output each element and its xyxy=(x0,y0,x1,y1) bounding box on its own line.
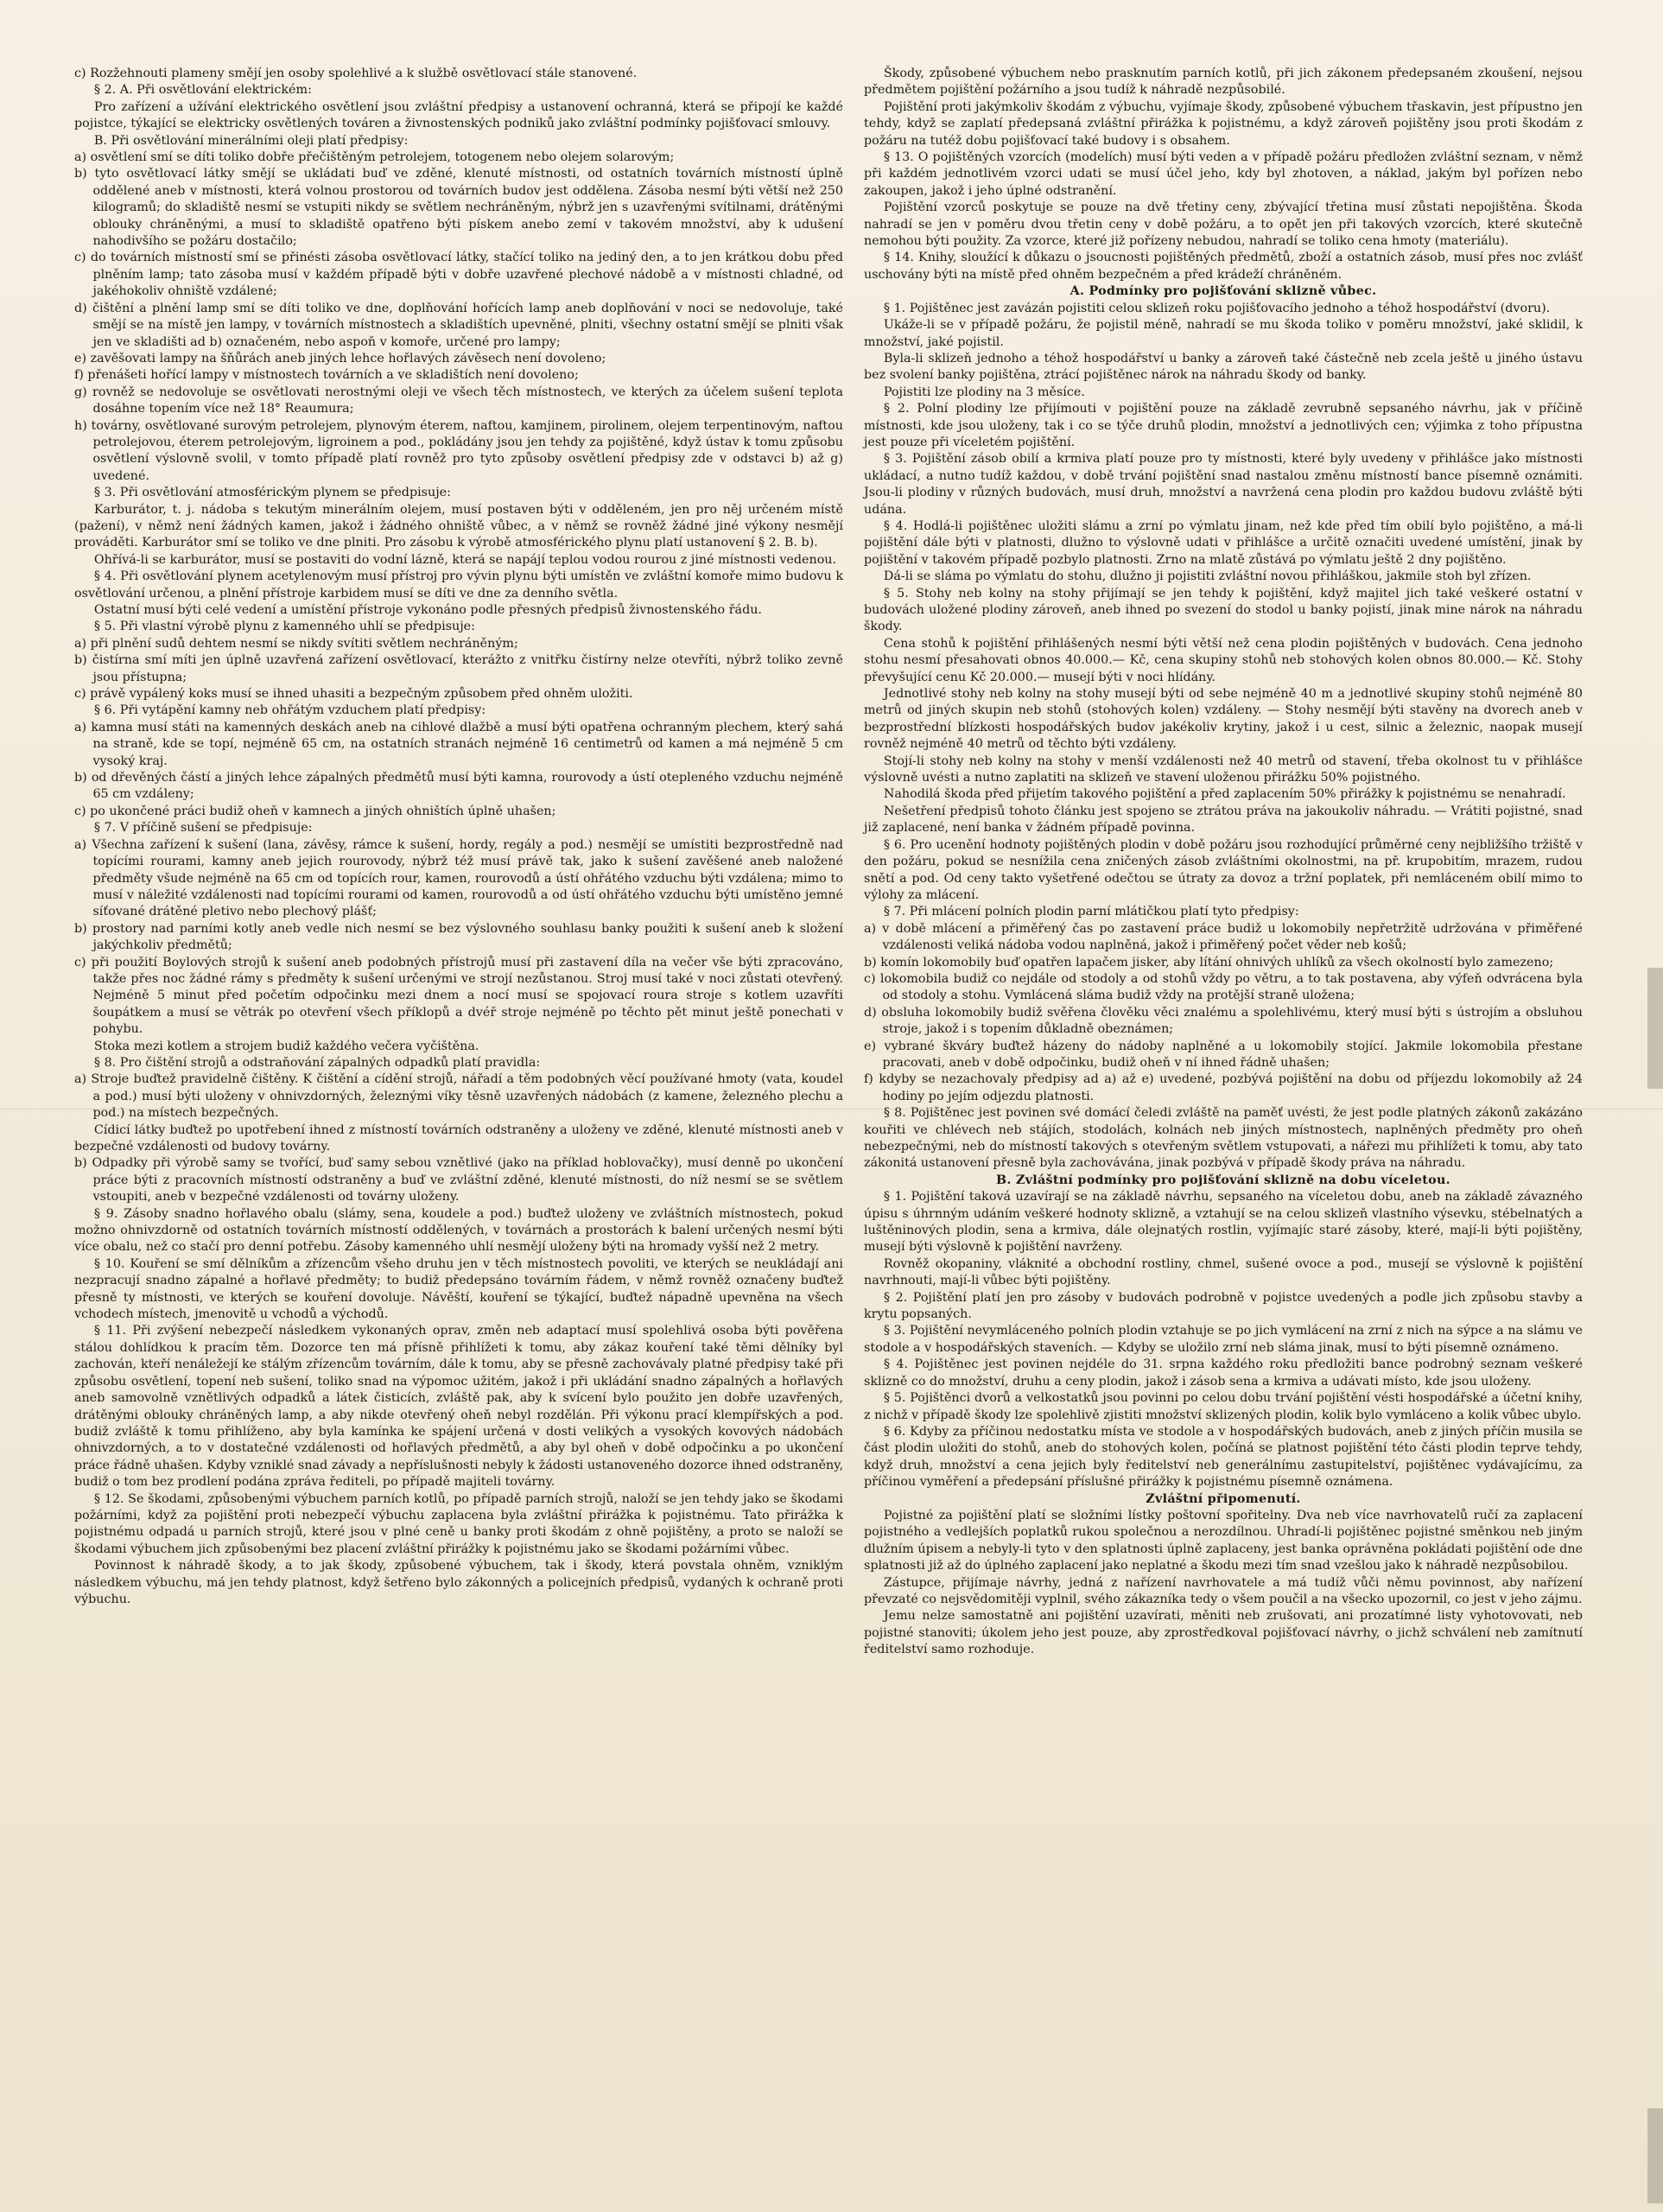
right-paragraph: § 4. Hodlá-li pojištěnec uložiti slámu a zrní po výmlatu jinam, než kde před tím obilí bylo pojištěno, a má-li pojištění dále býti v platnosti, dlužno to výslovně udati v přihlášce a určitě označiti uvedené umístění, jinak by pojištění v takovém případě pozbylo platnosti. Zrno na mlatě zůstává po výmlatu ještě 2 dny pojištěno. xyxy=(864,518,1583,567)
left-paragraph: § 10. Kouření se smí dělníkům a zřízencům všeho druhu jen v těch místnostech povoliti, ve kterých se neukládají ani nezpracují snadno zápalné a hořlavé předměty; to budiž předepsáno továrním řádem, v němž rovněž označeny buďtež přesně ty místnosti, ve kterých se kouření dovoluje. Návěští, kouření se týkající, buďtež nápadně upevněna na všech vchodech místech, jmenovitě u vchodů a východů. xyxy=(74,1256,843,1322)
left-paragraph: § 5. Při vlastní výrobě plynu z kamenného uhlí se předpisuje: xyxy=(93,620,475,634)
right-paragraph: a) v době mlácení a přiměřený čas po zastavení práce budiž u lokomobily nepřetržitě udržována v přiměřené vzdálenosti veliká nádoba vodou naplněná, jakož i přiměřený počet věder neb košů; xyxy=(864,921,1583,953)
right-paragraph: d) obsluha lokomobily budiž svěřena člověku věci znalému a spolehlivému, který musí býti s ústrojím a obsluhou stroje, jakož i s topením důkladně obeznámen; xyxy=(864,1005,1583,1037)
left-paragraph: a) osvětlení smí se díti toliko dobře přečištěným petrolejem, totogenem nebo olejem solarovým; xyxy=(74,150,675,165)
page-edge-shadow xyxy=(1647,2108,1663,2203)
right-paragraph: Pojistiti lze plodiny na 3 měsíce. xyxy=(883,385,1085,399)
right-paragraph: Jemu nelze samostatně ani pojištění uzavírati, měniti neb zrušovati, ani prozatímné listy vyhotovovati, neb pojistné stanoviti; úkolem jeho jest pouze, aby zprostředkoval pojišťovací návrhy, o jichž schválení neb zamítnutí ředitelství samo rozhoduje. xyxy=(864,1609,1583,1657)
left-paragraph: a) Všechna zařízení k sušení (lana, závěsy, rámce k sušení, hordy, regály a pod.) nesmějí se umístiti bezprostředně nad topícími rourami, kamny aneb jejich rourovody, nýbrž též musí právě tak, jako k sušení zavěšené aneb naložené předměty všude nejméně na 65 cm od topících rour, kamen, rourovodů a ústí ohřátého vzduchu býti vzdálena; mimo to musí v náležité vzdálenosti nad topícími rourami od kamen, rourovodů a od ústí ohřátého vzduchu býti umístěno jemné síťované drátěné pletivo nebo plechový plášť; xyxy=(74,837,843,919)
right-paragraph: § 6. Pro ucenění hodnoty pojištěných plodin v době požáru jsou rozhodující průměrné ceny nejbližšího tržiště v den požáru, pokud se nesnížila cena zničených zásob zvláštními okolnostmi, na př. krupobitím, mrazem, rudou snětí a pod. Od ceny takto vyšetřené odečtou se útraty za dovoz a tržní poplatek, při nemláceném obilí mimo to výlohy za mlácení. xyxy=(864,837,1583,902)
left-paragraph: b) Odpadky při výrobě samy se tvořící, buď samy sebou vznětlivé (jako na příklad hoblovačky), musí denně po ukončení práce býti z pracovních místností odstraněny a buď ve zvláštní zděné, klenuté místnosti, do níž nesmí se se světlem vstoupiti, aneb v bezpečné vzdálenosti od továrny uloženy. xyxy=(74,1156,843,1205)
left-paragraph: § 6. Při vytápění kamny neb ohřátým vzduchem platí předpisy: xyxy=(93,703,486,718)
right-paragraph: Škody, způsobené výbuchem nebo prasknutím parních kotlů, při jich zákonem předepsaném zkoušení, nejsou předmětem pojištění požárního a jsou tudíž k náhradě nezpůsobilé. xyxy=(864,67,1583,98)
right-paragraph: Nahodilá škoda před přijetím takového pojištění a před zaplacením 50% přirážky k pojistnému se nenahradí. xyxy=(883,787,1566,802)
right-paragraph: Dá-li se sláma po výmlatu do stohu, dlužno ji pojistiti zvláštní novou přihláškou, jakmile stoh byl zřízen. xyxy=(883,569,1532,584)
right-paragraph: B. Zvláštní podmínky pro pojišťování sklizně na dobu víceletou. xyxy=(996,1173,1450,1187)
right-paragraph: § 4. Pojištěnec jest povinen nejdéle do 31. srpna každého roku předložiti bance podrobný seznam veškeré sklizně co do množství, druhu a ceny plodin, jakož i zásob sena a krmiva a udávati místo, kde jsou uloženy. xyxy=(864,1357,1583,1389)
left-paragraph: c) při použití Boylových strojů k sušení aneb podobných přístrojů musí při zastavení díla na večer vše býti zpracováno, takže přes noc žádné rámy s předměty k sušení určenými ve strojí nezůstanou. Stroj musí také v noci zůstati otevřený. Nejméně 5 minut před početím odpočinku mezi dnem a nocí musí se spojovací roura stroje s kotlem uzavříti šoupátkem a musí se větrák po otevření všech příklopů a dvéř stroje nejméně po těchto pět minut ještě ponechati v pohybu. xyxy=(74,955,843,1037)
left-paragraph: Povinnost k náhradě škody, a to jak škody, způsobené výbuchem, tak i škody, která povstala ohněm, vzniklým následkem výbuchu, má jen tehdy platnost, když šetřeno bylo zákonných a policejních předpisů, vydaných k ochraně proti výbuchu. xyxy=(74,1559,843,1606)
left-paragraph: b) od dřevěných částí a jiných lehce zápalných předmětů musí býti kamna, rourovody a ústí otepleného vzduchu nejméně 65 cm vzdáleny; xyxy=(74,771,843,802)
left-paragraph: § 2. A. Při osvětlování elektrickém: xyxy=(93,83,312,98)
right-paragraph: Pojistné za pojištění platí se složními lístky poštovní spořitelny. Dva neb více navrhovatelů ručí za zaplacení pojistného a vedlejších poplatků rukou společnou a nerozdílnou. Uhradí-li pojištěnec pojistné směnkou neb jiným dlužním úpisem a nebyly-li tyto v den splatnosti úplně zaplaceny, jest banka oprávněna pokládati pojištění ode dne splatnosti již až do úplného zaplacení jako neplatné a škodu mezi tím snad vzešlou jako k náhradě nezpůsobilou. xyxy=(864,1508,1583,1573)
left-paragraph: a) Stroje buďtež pravidelně čištěny. K čištění a cídění strojů, nářadí a těm podobných věcí používané hmoty (vata, koudel a pod.) musí býti uloženy v ohnivzdorných, železnými víky těsně uzavřených nádobách (z kamene, železného plechu a pod.) na místech bezpečných. xyxy=(74,1072,843,1121)
left-paragraph: c) právě vypálený koks musí se ihned uhasiti a bezpečným způsobem před ohněm uložiti. xyxy=(74,687,633,702)
right-paragraph: § 5. Stohy neb kolny na stohy přijímají se jen tehdy k pojištění, když majitel jich také veškeré ostatní v budovách uložené plodiny zároveň, aneb ihned po svezení do stodol u banky pojistí, jinak mine nárok na náhradu škody. xyxy=(864,586,1583,634)
right-paragraph: § 2. Pojištění platí jen pro zásoby v budovách podrobně v pojistce uvedených a podle jich způsobu stavby a krytu popsaných. xyxy=(864,1290,1583,1322)
left-paragraph: b) prostory nad parními kotly aneb vedle nich nesmí se bez výslovného souhlasu banky použiti k sušení aneb k složení jakýchkoliv předmětů; xyxy=(74,921,843,953)
right-paragraph: A. Podmínky pro pojišťování sklizně vůbec. xyxy=(1070,284,1377,299)
right-paragraph: c) lokomobila budiž co nejdále od stodoly a od stohů vždy po větru, a to tak postavena, aby výfeň odvrácena byla od stodoly a stohu. Vymlácená sláma budiž vždy na protější straně uložena; xyxy=(864,971,1583,1003)
right-paragraph: § 1. Pojištění taková uzavírají se na základě návrhu, sepsaného na víceletou dobu, aneb na základě závazného úpisu s úhrnným udáním veškeré hodnoty sklizně, a vztahují se na celou sklizeň vlastního výsevku, stébelnatých a luštěninových plodin, sena a krmiva, dále olejnatých rostlin, vyjímajíc staré zásoby, které, mají-li býti pojištěny, musejí býti výslovně k pojištění navrženy. xyxy=(864,1190,1583,1255)
left-paragraph: § 8. Pro čištění strojů a odstraňování zápalných odpadků platí pravidla: xyxy=(93,1055,541,1070)
right-paragraph: § 1. Pojištěnec jest zavázán pojistiti celou sklizeň roku pojišťovacího jednoho a téhož hospodářství (dvoru). xyxy=(883,301,1551,315)
left-paragraph: d) čištění a plnění lamp smí se díti toliko ve dne, doplňování hořících lamp aneb doplňování v noci se nedovoluje, také smějí se na místě jen lampy, v továrních místnostech a skladištích upevněné, plniti, všechny ostatní smějí se plniti však jen ve skladišti ad b) označeném, nebo aspoň v komoře, určené pro lampy; xyxy=(74,301,843,349)
left-paragraph: § 9. Zásoby snadno hořlavého obalu (slámy, sena, koudele a pod.) buďtež uloženy ve zvláštních místnostech, pokud možno ohnivzdorně od ostatních továrních místností oddělených, v továrnách a prostorách k balení určených nesmí býti více obalu, než co stačí pro denní potřebu. Zásoby kamenného uhlí nesmějí uloženy býti na hromady vyšší než 2 metry. xyxy=(74,1206,843,1255)
right-paragraph: § 3. Pojištění nevymláceného polních plodin vztahuje se po jich vymlácení na zrní z nich na sýpce a na slámu ve stodole a v hospodářských staveních. — Kdyby se uložilo zrní neb sláma jinak, musí to býti písemně oznámeno. xyxy=(864,1324,1583,1355)
right-paragraph: § 14. Knihy, sloužící k důkazu o jsoucnosti pojištěných předmětů, zboží a ostatních zásob, musí přes noc zvlášť uschovány býti na místě před ohněm bezpečném a před krádeží chráněném. xyxy=(864,251,1583,282)
right-paragraph: Jednotlivé stohy neb kolny na stohy musejí býti od sebe nejméně 40 m a jednotlivé skupiny stohů nejméně 80 metrů od jiných skupin neb stohů (stohových kolen) vzdáleny. — Stohy nesmějí býti stavěny na dvorech aneb v bezprostřední blízkosti hospodářských budov jakékoliv krytiny, jakož i u cest, silnic a železnic, naopak musejí rovněž nejméně 40 metrů od těchto býti vzdáleny. xyxy=(864,687,1583,752)
right-paragraph: b) komín lokomobily buď opatřen lapačem jisker, aby lítání ohnivých uhlíků za všech okolností bylo zamezeno; xyxy=(864,955,1554,969)
page-edge-shadow xyxy=(1647,968,1663,1089)
left-paragraph: B. Při osvětlování minerálními oleji platí předpisy: xyxy=(93,133,409,148)
left-paragraph: c) po ukončené práci budiž oheň v kamnech a jiných ohništích úplně uhašen; xyxy=(74,804,556,818)
left-paragraph: Cídicí látky buďtež po upotřebení ihned z místností továrních odstraněny a uloženy ve zděné, klenuté místnosti aneb v bezpečné vzdálenosti od budovy továrny. xyxy=(74,1122,843,1154)
right-paragraph: § 3. Pojištění zásob obilí a krmiva platí pouze pro ty místnosti, které byly uvedeny v přihlášce jako místnosti ukládací, a nutno tudíž každou, v době trvání pojištění snad nastalou změnu místností bance písemně oznámiti. Jsou-li plodiny v různých budovách, musí druh, množství a navržená cena plodin pro každou budovu zvláště býti udána. xyxy=(864,452,1583,517)
right-paragraph: § 5. Pojištěnci dvorů a velkostatků jsou povinni po celou dobu trvání pojištění vésti hospodářské a účetní knihy, z nichž v případě škody lze spolehlivě zjistiti množství sklizených plodin, kolik bylo vymláceno a kolik vůbec ubylo. xyxy=(864,1391,1583,1422)
right-paragraph: § 6. Kdyby za příčinou nedostatku místa ve stodole a v hospodářských budovách, aneb z jiných příčin musila se část plodin uložiti do stohů, aneb do stohových kolen, počíná se platnost pojištění této části plodin teprve tehdy, když druh, množství a cena jejich byly ředitelství neb generálnímu zastupitelství, pojištěnec vydávajícímu, za příčinou vyměření a předepsání příslušné přirážky k pojistnému písemně oznámena. xyxy=(864,1424,1583,1490)
right-paragraph: Cena stohů k pojištění přihlášených nesmí býti větší než cena plodin pojištěných v budovách. Cena jednoho stohu nesmí přesahovati obnos 40.000.— Kč, cena skupiny stohů neb stohových kolen obnos 80.000.— Kč. Stohy převyšující cenu Kč 20.000.— musejí býti v noci hlídány. xyxy=(864,636,1583,684)
right-paragraph: Zástupce, přijímaje návrhy, jedná z nařízení navrhovatele a má tudíž vůči němu povinnost, aby nařízení převzaté co nejsvědomitěji vyplnil, svého zákazníka tedy o všem poučil a na všecko upozornil, co jest v jeho zájmu. xyxy=(864,1575,1583,1606)
right-paragraph: Rovněž okopaniny, vláknité a obchodní rostliny, chmel, sušené ovoce a pod., musejí se výslovně k pojištění navrhnouti, mají-li vůbec býti pojištěny. xyxy=(864,1256,1583,1288)
left-paragraph: § 11. Při zvýšení nebezpečí následkem vykonaných oprav, změn neb adaptací musí spolehlivá osoba býti pověřena stálou dohlídkou k pracím těm. Dozorce ten má přísně přihlížeti k tomu, aby zákaz kouření také těmi dělníky byl zachován, kteří nenáležejí ke stálým zřízencům továrním, dále k tomu, aby se přesně zachovávaly platné předpisy také při způsobu osvětlení, topení neb sušení, toliko snad na výpomoc užitém, jakož i při ukládání snadno zápalných a hořlavých aneb samovolně vznětlivých odpadků a látek čisticích, zvláště pak, aby k svícení bylo použito jen dobře uzavřených, drátěnými oblouky chráněných lamp, a aby nikde otevřený oheň nebyl rozdělán. Při výkonu prací klempířských a pod. budiž zvláště k tomu přihlíženo, aby byla kamínka ke spájení určená v dosti velikých a vysokých kovových nádobách ohnivzdorných, a to v dostatečné vzdálenosti od hořlavých předmětů, a aby byl oheň v době odpočinku a po ukončení práce řádně uhašen. Kdyby vzniklé snad závady a nepříslušnosti nebyly k žádosti ustanoveného dozorce ihned odstraněny, budiž o tom bez prodlení podána zpráva řediteli, po případě majiteli továrny. xyxy=(74,1324,843,1490)
right-paragraph: f) kdyby se nezachovaly předpisy ad a) až e) uvedené, pozbývá pojištění na dobu od příjezdu lokomobily až 24 hodiny po jejím odjezdu platnosti. xyxy=(864,1072,1583,1103)
right-paragraph: Byla-li sklizeň jednoho a téhož hospodářství u banky a zároveň také částečně neb zcela ještě u jiného ústavu bez svolení banky pojištěna, ztrácí pojištěnec nárok na náhradu škody od banky. xyxy=(864,351,1583,383)
left-paragraph: e) zavěšovati lampy na šňůrách aneb jiných lehce hořlavých závěsech není dovoleno; xyxy=(74,351,606,365)
left-paragraph: c) Rozžehnouti plameny smějí jen osoby spolehlivé a k službě osvětlovací stále stanovené. xyxy=(74,67,638,80)
left-paragraph: c) do továrních místností smí se přinésti zásoba osvětlovací látky, stačící toliko na jediný den, a to jen krátkou dobu před plněním lamp; tato zásoba musí v každém případě býti v dobře uzavřené plechové nádobě a v místnosti chladné, od jakéhokoliv ohniště vzdálené; xyxy=(74,251,843,299)
right-paragraph: Ukáže-li se v případě požáru, že pojistil méně, nahradí se mu škoda toliko v poměru množství, jaké sklidil, k množství, jaké pojistil. xyxy=(864,318,1583,349)
right-paragraph: Zvláštní připomenutí. xyxy=(1146,1491,1301,1506)
right-paragraph: Pojištění vzorců poskytuje se pouze na dvě třetiny ceny, zbývající třetina musí zůstati nepojištěna. Škoda nahradí se jen v poměru dvou třetin ceny v době požáru, a to opět jen při takových vzorcích, které skutečně nemohou býti použity. Za vzorce, které již pořízeny nebudou, nahradí se toliko cena hmoty (materiálu). xyxy=(864,200,1583,249)
left-paragraph: Stoka mezi kotlem a strojem budiž každého večera vyčištěna. xyxy=(93,1039,479,1053)
left-paragraph: g) rovněž se nedovoluje se osvětlovati nerostnými oleji ve všech těch místnostech, ve kterých za účelem sušení teplota dosáhne topením více než 18° Reaumura; xyxy=(74,385,843,416)
right-paragraph: § 13. O pojištěných vzorcích (modelích) musí býti veden a v případě požáru předložen zvláštní seznam, v němž při každém jednotlivém vzorci udati se musí účel jeho, kdy byl zhotoven, a náklad, jakým byl pořízen nebo zakoupen, jakož i jeho úplné odstranění. xyxy=(864,150,1583,198)
left-paragraph: Ohřívá-li se karburátor, musí se postaviti do vodní lázně, která se napájí teplou vodou rourou z jiné místnosti vedenou. xyxy=(93,552,837,567)
left-paragraph: a) při plnění sudů dehtem nesmí se nikdy svítiti světlem nechráněným; xyxy=(74,636,518,651)
left-paragraph: § 4. Při osvětlování plynem acetylenovým musí přístroj pro vývin plynu býti umístěn ve zvláštní komoře mimo budovu k osvětlování určenou, a plnění přístroje karbidem musí se díti ve dne za denního světla. xyxy=(74,569,843,601)
left-paragraph: § 3. Při osvětlování atmosférickým plynem se předpisuje: xyxy=(93,486,451,500)
left-column xyxy=(74,66,843,1608)
left-paragraph: Karburátor, t. j. nádoba s tekutým minerálním olejem, musí postaven býti v odděleném, jen pro něj určeném místě (pažení), v němž není žádných kamen, jakož i žádného ohniště vůbec, a v němž se rovněž žádné jiné výkony nesmějí prováděti. Karburátor smí se toliko ve dne plniti. Pro zásobu k výrobě atmosférického plynu platí ustanovení § 2. B. b). xyxy=(74,502,843,550)
left-paragraph: Ostatní musí býti celé vedení a umístění přístroje vykonáno podle přesných předpisů živnostenského řádu. xyxy=(93,603,762,617)
left-paragraph: h) továrny, osvětlované surovým petrolejem, plynovým éterem, naftou, kamjinem, pirolinem, olejem terpentinovým, naftou petrolejovou, éterem petrolejovým, ligroinem a pod., pokládány jsou jen tehdy za pojištěné, když ústav k tomu způsobu osvětlení výslovně svolil, v tomto případě platí rovněž pro tyto způsoby osvětlení předpisy zde v odstavci b) až g) uvedené. xyxy=(74,418,843,483)
left-paragraph: § 7. V příčině sušení se předpisuje: xyxy=(93,821,313,836)
right-paragraph: § 7. Při mlácení polních plodin parní mlátičkou platí tyto předpisy: xyxy=(883,905,1299,919)
left-paragraph: f) přenášeti hořící lampy v místnostech továrních a ve skladištích není dovoleno; xyxy=(74,368,579,383)
left-paragraph: § 12. Se škodami, způsobenými výbuchem parních kotlů, po případě parních strojů, naloží se jen tehdy jako se škodami požárními, když za pojištění proti nebezpečí výbuchu zaplacena byla zvláštní přirážka k pojistnému. Tato přirážka k pojistnému odpadá u parních strojů, které jsou v plné ceně u banky proti škodám z ohně pojištěny, a proto se naloží se škodami výbuchem jich způsobenými bez placení zvláštní přirážky k pojistnému jako se škodami požárními vůbec. xyxy=(74,1491,843,1556)
right-column xyxy=(864,66,1583,1659)
right-paragraph: § 2. Polní plodiny lze přijímouti v pojištění pouze na základě zevrubně sepsaného návrhu, jak v příčině místnosti, kde jsou uloženy, tak i co se týče druhů plodin, množství a jednotlivých cen; výjimka z toho přípustna jest pouze při víceletém pojištění. xyxy=(864,402,1583,449)
right-paragraph: § 8. Pojištěnec jest povinen své domácí čeledi zvláště na paměť uvésti, že jest podle platných zákonů zakázáno kouřiti ve chlévech neb stájích, stodolách, kolnách neb jiných místnostech, naplněných předměty pro oheň nebezpečnými, neb do místností takových s otevřeným světlem vstupovati, a nářezi mu přihlížeti k tomu, aby tato zákonitá ustanovení přesně byla zachovávána, jinak pozbývá v případě škody práva na náhradu. xyxy=(864,1106,1583,1171)
left-paragraph: a) kamna musí státi na kamenných deskách aneb na cihlové dlažbě a musí býti opatřena ochranným plechem, který sahá na straně, kde se topí, nejméně 65 cm, na ostatních stranách nejméně 16 centimetrů od kamen a má nejméně 5 cm vysoký kraj. xyxy=(74,720,843,768)
right-paragraph: Nešetření předpisů tohoto článku jest spojeno se ztrátou práva na jakoukoliv náhradu. — Vrátiti pojistné, snad již zaplacené, není banka v žádném případě povinna. xyxy=(864,804,1583,836)
right-paragraph: Pojištění proti jakýmkoliv škodám z výbuchu, vyjímaje škody, způsobené výbuchem třaskavin, jest přípustno jen tehdy, když se zaplatí předepsaná zvláštní přirážka k pojistnému, a když zároveň pojištěny jsou proti škodám z požáru na tutéž dobu pojišťovací také budovy i s obsahem. xyxy=(864,99,1583,148)
left-paragraph: b) čistírna smí míti jen úplně uzavřená zařízení osvětlovací, kterážto z vnitřku čistírny nelze otevříti, nýbrž toliko zevně jsou přístupna; xyxy=(74,653,843,684)
right-paragraph: Stojí-li stohy neb kolny na stohy v menší vzdálenosti než 40 metrů od stavení, třeba okolnost tu v přihlášce výslovně uvésti a nutno zaplatiti na sklizeň ve stavení uloženou přirážku 50% pojistného. xyxy=(864,753,1583,785)
left-paragraph: b) tyto osvětlovací látky smějí se ukládati buď ve zděné, klenuté místnosti, od ostatních továrních místností úplně oddělené aneb v místnosti, která volnou prostorou od továrních budov jest oddělena. Zásoba nesmí býti větší než 250 kilogramů; do skladiště nesmí se vstupiti nikdy se světlem nechráněným, nýbrž jen s uzavřenými svítilnami, drátěnými oblouky chráněnými, a musí to skladiště opatřeno býti pískem anebo zemí v takovém množství, aby k udušení nahodivšího se požáru dostačilo; xyxy=(74,167,843,249)
left-paragraph: Pro zařízení a užívání elektrického osvětlení jsou zvláštní předpisy a ustanovení ochranná, která se připojí ke každé pojistce, týkající se elektricky osvětlených továren a živnostenských podniků jako zvláštní podmínky pojišťovací smlouvy. xyxy=(74,99,843,131)
right-paragraph: e) vybrané škváry buďtež házeny do nádoby naplněné a u lokomobily stojící. Jakmile lokomobila přestane pracovati, aneb v době odpočinku, budiž oheň v ní ihned řádně uhašen; xyxy=(864,1039,1583,1070)
